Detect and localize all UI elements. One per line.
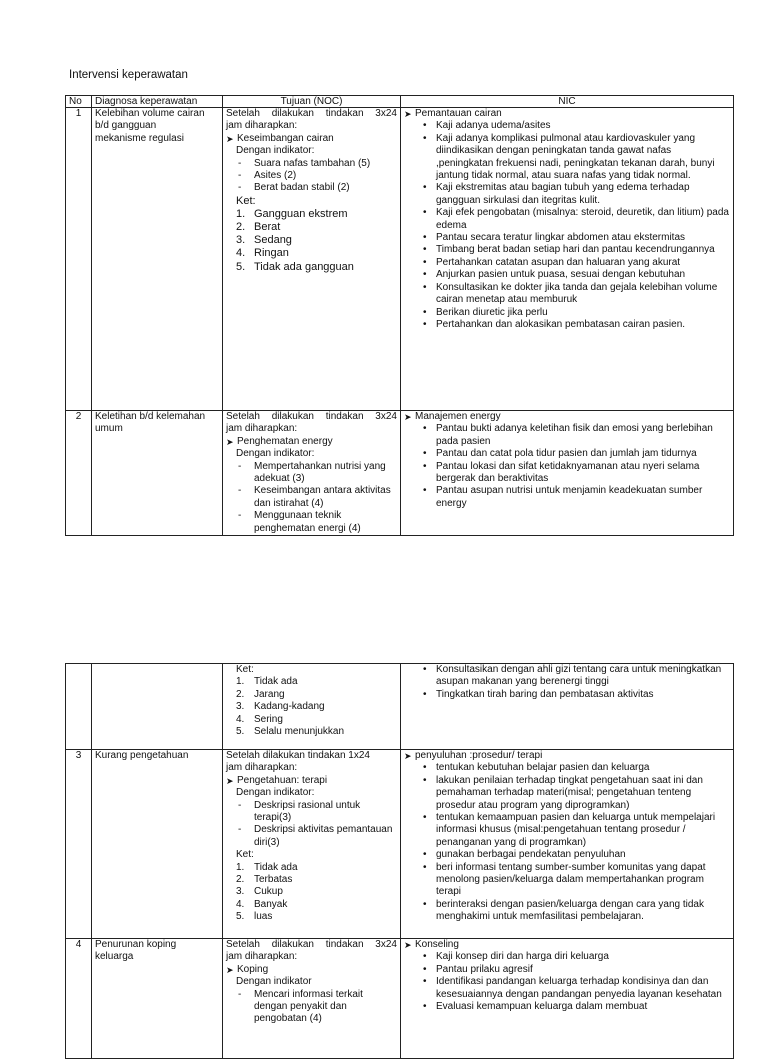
nic-item: • lakukan penilaian terhadap tingkat pengetahuan saat ini dan pemahaman terhadap materi(misal; pengetahuan tenteng prosedur atau program yang diprogramkan): [404, 775, 730, 812]
noc-indicator-label: Dengan indikator: [236, 976, 312, 988]
noc-intro: jam diharapkan:: [226, 762, 298, 774]
diagnosis-cell: [92, 411, 223, 536]
noc-goal: ➤ Pengetahuan: terapi: [226, 775, 397, 787]
nic-heading: ➤ Manajemen energy: [404, 411, 730, 423]
noc-cell: [223, 750, 401, 939]
table-header-row: [66, 96, 734, 108]
diagnosis-cell: [92, 664, 223, 750]
noc-scale-item: 5. Tidak ada gangguan: [236, 260, 354, 273]
nic-item: • Pantau prilaku agresif: [404, 964, 730, 976]
nic-item: • Kaji adanya komplikasi pulmonal atau kardiovaskuler yang diindikasikan dengan peningkatan tanda gawat nafas ,peningkatan frekuensi nadi, peningkatan tekanan darah, bunyi jantung tidak normal, atau suara nafas yang tidak normal.: [404, 133, 730, 183]
nic-item: • Kaji efek pengobatan (misalnya: steroid, deuretik, dan litium) pada edema: [404, 207, 730, 232]
diagnosis-line: Keletihan b/d kelemahan: [95, 411, 206, 422]
diagnosis-line: mekanisme regulasi: [95, 132, 184, 144]
noc-goal: ➤ Penghematan energy: [226, 436, 397, 448]
diagnosis-line: keluarga: [95, 951, 134, 963]
noc-intro: jam diharapkan:: [226, 423, 298, 435]
diagnosis-cell: [92, 939, 223, 1059]
nic-item: • Konsultasikan dengan ahli gizi tentang cara untuk meningkatkan asupan makanan yang berenergi tinggi: [404, 664, 730, 689]
nic-cell: [401, 411, 734, 536]
nic-item: • tentukan kemaampuan pasien dan keluarga untuk mempelajari informasi khusus (misal:pengetahuan tentang prosedur / penanganan yang di programkan): [404, 812, 730, 849]
nic-item: • Timbang berat badan setiap hari dan pantau kecendrungannya: [404, 244, 730, 256]
noc-intro: Setelah dilakukan tindakan 1x24: [226, 750, 370, 761]
page-title: Intervensi keperawatan: [69, 69, 188, 81]
noc-scale-item: 2. Terbatas: [236, 874, 293, 886]
noc-indicator-item: - Mempertahankan nutrisi yang adekuat (3): [226, 461, 397, 486]
row-number: 3: [66, 750, 92, 939]
table-row: [66, 108, 734, 411]
noc-intro: Setelah dilakukan tindakan 3x24: [226, 939, 397, 950]
nic-heading: ➤ Konseling: [404, 939, 730, 951]
intervention-table-continued: [65, 663, 734, 1059]
noc-intro: Setelah dilakukan tindakan 3x24: [226, 411, 397, 422]
header-no: No: [66, 96, 92, 108]
noc-indicator-item: - Deskripsi rasional untuk terapi(3): [226, 800, 397, 825]
nic-cell: [401, 108, 734, 411]
nic-item: • tentukan kebutuhan belajar pasien dan keluarga: [404, 762, 730, 774]
diagnosis-line: b/d gangguan: [95, 120, 157, 132]
nic-item: • gunakan berbagai pendekatan penyuluhan: [404, 849, 730, 861]
nic-item: • Evaluasi kemampuan keluarga dalam membuat: [404, 1001, 730, 1013]
noc-goal: ➤ Keseimbangan cairan: [226, 133, 397, 145]
noc-indicator-label: Dengan indikator:: [236, 145, 315, 157]
noc-ket-label: Ket:: [236, 849, 254, 861]
noc-cell: [223, 664, 401, 750]
noc-scale-item: 2. Berat: [236, 221, 281, 234]
diagnosis-line: umum: [95, 423, 123, 435]
nic-item: • berinteraksi dengan pasien/keluarga dengan cara yang tidak menghakimi untuk memfasilitasi pembelajaran.: [404, 899, 730, 924]
noc-indicator-item: - Keseimbangan antara aktivitas dan istirahat (4): [226, 485, 397, 510]
header-noc: Tujuan (NOC): [223, 96, 401, 108]
nic-item: • Kaji adanya udema/asites: [404, 120, 730, 132]
noc-indicator-item: - Deskripsi aktivitas pemantauan diri(3): [226, 824, 397, 849]
noc-goal: ➤ Koping: [226, 964, 397, 976]
noc-scale-item: 3. Cukup: [236, 886, 283, 898]
noc-indicator-label: Dengan indikator:: [236, 448, 315, 460]
noc-indicator-item: - Suara nafas tambahan (5): [226, 158, 397, 170]
noc-scale-item: 4. Sering: [236, 713, 283, 725]
noc-scale-item: 4. Ringan: [236, 247, 289, 260]
row-number: 1: [66, 108, 92, 411]
noc-intro: jam diharapkan:: [226, 951, 298, 963]
nic-item: • Anjurkan pasien untuk puasa, sesuai dengan kebutuhan: [404, 269, 730, 281]
nic-item: • Pantau secara teratur lingkar abdomen atau ekstermitas: [404, 232, 730, 244]
row-number: 2: [66, 411, 92, 536]
noc-intro: Setelah dilakukan tindakan 3x24: [226, 108, 397, 119]
noc-intro: jam diharapkan:: [226, 120, 298, 132]
noc-indicator-item: - Menggunaan teknik penghematan energi (4): [226, 510, 397, 535]
nic-item: • Kaji ekstremitas atau bagian tubuh yang edema terhadap gangguan sirkulasi dan itegritas kulit.: [404, 182, 730, 207]
nic-item: • Pertahankan catatan asupan dan haluaran yang akurat: [404, 257, 730, 269]
noc-cell: [223, 108, 401, 411]
noc-scale-item: 1. Gangguan ekstrem: [236, 207, 348, 220]
table-row: [66, 750, 734, 939]
noc-scale-item: 3. Kadang-kadang: [236, 701, 325, 713]
nic-item: • Tingkatkan tirah baring dan pembatasan aktivitas: [404, 689, 730, 701]
nic-item: • Identifikasi pandangan keluarga terhadap kondisinya dan dan kesesuaiannya dengan pandangan penyedia layanan kesehatan: [404, 976, 730, 1001]
noc-cell: [223, 411, 401, 536]
noc-scale-item: 3. Sedang: [236, 234, 292, 247]
diagnosis-line: Kelebihan volume cairan: [95, 108, 205, 119]
noc-scale-item: 5. luas: [236, 911, 273, 923]
noc-scale-item: 4. Banyak: [236, 898, 288, 910]
header-nic: NIC: [401, 96, 734, 108]
row-number: 4: [66, 939, 92, 1059]
nic-item: • Pantau dan catat pola tidur pasien dan jumlah jam tidurnya: [404, 448, 730, 460]
nic-cell: [401, 939, 734, 1059]
noc-indicator-item: - Mencari informasi terkait dengan penyakit dan pengobatan (4): [226, 989, 397, 1026]
nic-heading: ➤ penyuluhan :prosedur/ terapi: [404, 750, 730, 762]
nic-cell: [401, 750, 734, 939]
noc-scale-item: 2. Jarang: [236, 688, 285, 700]
noc-scale-item: 1. Tidak ada: [236, 861, 298, 873]
noc-indicator-item: - Berat badan stabil (2): [226, 182, 397, 194]
noc-ket-label: Ket:: [236, 194, 256, 207]
nic-item: • Pantau asupan nutrisi untuk menjamin keadekuatan sumber energy: [404, 485, 730, 510]
intervention-table: [65, 95, 734, 536]
nic-heading: ➤ Pemantauan cairan: [404, 108, 730, 120]
diagnosis-line: Penurunan koping: [95, 939, 177, 950]
noc-ket-label: Ket:: [236, 664, 254, 675]
nic-item: • Konsultasikan ke dokter jika tanda dan gejala kelebihan volume cairan menetap atau memburuk: [404, 282, 730, 307]
diagnosis-cell: [92, 750, 223, 939]
nic-item: • Pantau lokasi dan sifat ketidaknyamanan atau nyeri selama bergerak dan beraktivitas: [404, 461, 730, 486]
header-diagnosis: Diagnosa keperawatan: [92, 96, 223, 108]
nic-item: • beri informasi tentang sumber-sumber komunitas yang dapat menolong pasien/keluarga dalam mempertahankan program terapi: [404, 862, 730, 899]
diagnosis-line: Kurang pengetahuan: [95, 750, 189, 761]
nic-item: • Berikan diuretic jika perlu: [404, 307, 730, 319]
diagnosis-cell: [92, 108, 223, 411]
table-row: [66, 939, 734, 1059]
noc-cell: [223, 939, 401, 1059]
noc-indicator-label: Dengan indikator:: [236, 787, 315, 799]
nic-item: • Kaji konsep diri dan harga diri keluarga: [404, 951, 730, 963]
noc-scale-item: 1. Tidak ada: [236, 676, 298, 688]
nic-item: • Pantau bukti adanya keletihan fisik dan emosi yang berlebihan pada pasien: [404, 423, 730, 448]
row-number: [66, 664, 92, 750]
table-row: [66, 664, 734, 750]
noc-scale-item: 5. Selalu menunjukkan: [236, 726, 345, 738]
noc-indicator-item: - Asites (2): [226, 170, 397, 182]
table-row: [66, 411, 734, 536]
nic-cell: [401, 664, 734, 750]
nic-item: • Pertahankan dan alokasikan pembatasan cairan pasien.: [404, 319, 730, 331]
